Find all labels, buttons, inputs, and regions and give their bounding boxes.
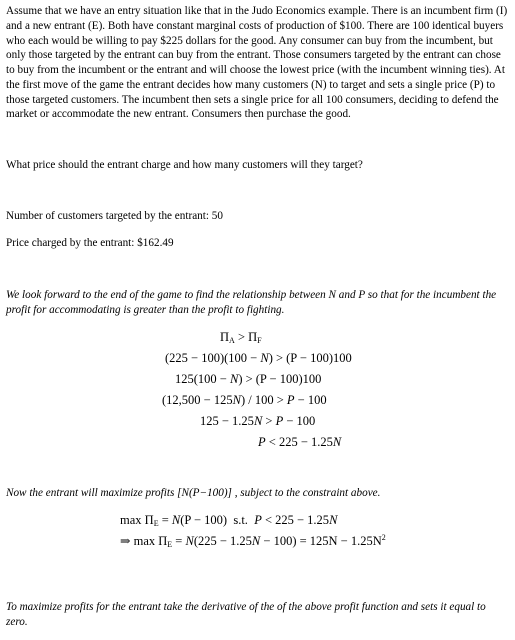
answer-customers: Number of customers targeted by the entrant: 50: [6, 210, 223, 222]
problem-statement: [6, 4, 509, 122]
problem-paragraph: Assume that we have an entry situation like that in the Judo Economics example. There is an incumbent firm (I) and a new entrant (E). Both have constant marginal costs of production of $100. There are 100 identical buyers who each would be willing to pay $225 dollars for the good. Any consumer can buy from the incumbent, but only those targeted by the entrant can buy from the entrant. Those consumers targeted by the entrant can chose to buy from the incumbent or the entrant and will choose the lowest price (with the incumbent winning ties). At the first move of the game the entrant decides how many customers (N) to target and sets a single price (P) to those targeted customers. The incumbent then sets a single price for all 100 consumers, deciding to defend the market or accommodate the new entrant. Consumers then purchase the good.: [6, 5, 508, 121]
maximize-text: Now the entrant will maximize profits [N(P−100)] , subject to the constraint above.: [6, 487, 381, 499]
question-prompt-block: [6, 158, 509, 173]
answer-customers-block: [6, 209, 509, 224]
derivative-text: To maximize profits for the entrant take the derivative of the of the above profit function and sets it equal to zero.: [6, 601, 486, 628]
equation-objective: $\max \Pi_E = N(P - 100)$ s.t. P < 225 − 1.25N: [120, 513, 338, 528]
solution-intro: We look forward to the end of the game to find the relationship between N and P so that for the incumbent the profit for accommodating is greater than the profit to fighting.: [6, 289, 497, 316]
question-prompt: What price should the entrant charge and how many customers will they target?: [6, 159, 363, 171]
answer-price-block: [6, 236, 509, 251]
answer-price: Price charged by the entrant: $162.49: [6, 237, 174, 249]
derivative-text-block: [6, 600, 509, 630]
equation-profit-comparison: $\Pi_A > \Pi_F$: [220, 330, 262, 345]
equation-step-2: 125(100 − N) > (P − 100)100: [175, 372, 322, 386]
equation-objective-substituted: ⇒ $\max \Pi_E = N(225 - 1.25N - 100) = 125N - 1.25N^2$: [120, 533, 386, 550]
equation-step-4: 125 − 1.25N > P − 100: [200, 414, 316, 428]
solution-intro-block: [6, 288, 509, 318]
equation-step-1: (225 − 100)(100 − N) > (P − 100)100: [165, 351, 352, 365]
equation-step-3: (12,500 − 125N) / 100 > P − 100: [162, 393, 327, 407]
maximize-text-block: [6, 486, 509, 501]
equation-constraint-result: P < 225 − 1.25N: [258, 435, 342, 449]
